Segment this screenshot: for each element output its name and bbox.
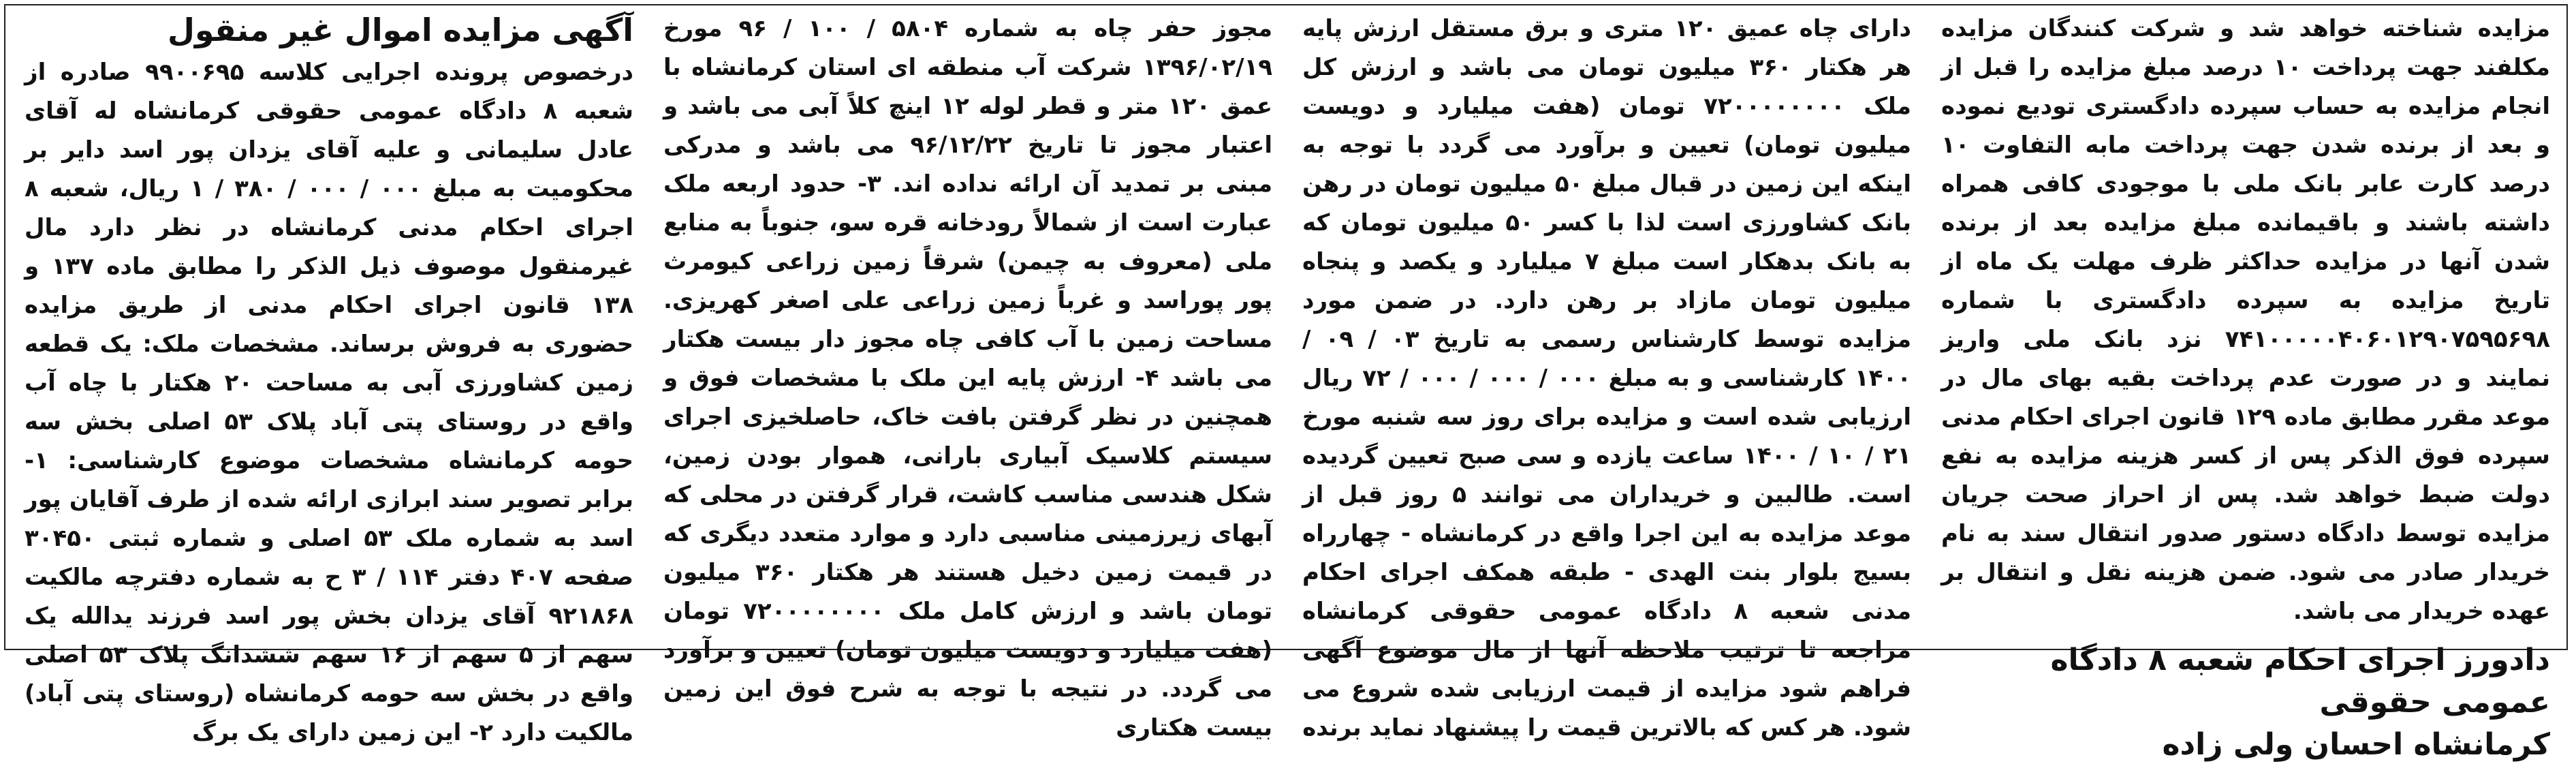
column-2-text: مجوز حفر چاه به شماره ۵۸۰۴ / ۱۰۰ / ۹۶ مورخ ۱۳۹۶/۰۲/۱۹ شرکت آب منطقه ای استان کرمانشاه با عمق ۱۲۰ متر و قطر لوله ۱۲ اینچ کلاً آبی می باشد و اعتبار مجوز تا تاریخ ۹۶/۱۲/۲۲ می باشد و مدرکی مبنی بر تمدید آن ارائه نداده اند. ۳- حدود اربعه ملک عبارت است از شمالاً رودخانه قره سو، جنوباً به منابع ملی (معروف به چیمن) شرقاً زمین زراعی کیومرث پور پوراسد و غرباً زمین زراعی علی اصغر کهریزی. مساحت زمین با آب کافی چاه مجوز دار بیست هکتار می باشد ۴- ارزش پایه این ملک با مشخصات فوق و همچنین در نظر گرفتن بافت خاک، حاصلخیزی اجرای سیستم کلاسیک آبیاری بارانی، هموار بودن زمین، شکل هندسی مناسب کاشت، قرار گرفتن در محلی که آبهای زیرزمینی مناسبی دارد و موارد متعدد دیگری که در قیمت زمین دخیل هستند هر هکتار ۳۶۰ میلیون تومان باشد و ارزش کامل ملک ۷۲۰۰۰۰۰۰۰۰ تومان (هفت میلیارد و دویست میلیون تومان) تعیین و برآورد می گردد. در نتیجه با توجه به شرح فوق این زمین بیست هکتاری	[663, 15, 1273, 741]
column-3-text: دارای چاه عمیق ۱۲۰ متری و برق مستقل ارزش پایه هر هکتار ۳۶۰ میلیون تومان می باشد و ارزش کل ملک ۷۲۰۰۰۰۰۰۰۰ تومان (هفت میلیارد و دویست میلیون تومان) تعیین و برآورد می گردد با توجه به اینکه این زمین در قبال مبلغ ۵۰ میلیون تومان در رهن بانک کشاورزی است لذا با کسر ۵۰ میلیون تومان که به بانک بدهکار است مبلغ ۷ میلیارد و یکصد و پنجاه میلیون تومان مازاد بر رهن دارد. در ضمن مورد مزایده توسط کارشناس رسمی به تاریخ ۰۳ / ۰۹ / ۱۴۰۰ کارشناسی و به مبلغ ۰۰۰ / ۰۰۰ / ۰۰۰ / ۷۲ ریال ارزیابی شده است و مزایده برای روز سه شنبه مورخ ۲۱ / ۱۰ / ۱۴۰۰ ساعت یازده و سی صبح تعیین گردیده است. طالبین و خریداران می توانند ۵ روز قبل از موعد مزایده به این اجرا واقع در کرمانشاه - چهارراه بسیج بلوار بنت الهدی - طبقه همکف اجرای احکام مدنی شعبه ۸ دادگاه عمومی حقوقی کرمانشاه مراجعه تا ترتیب ملاحظه آنها از مال موضوع آگهی فراهم شود مزایده از قیمت ارزیابی شده شروع می شود. هر کس که بالاترین قیمت را پیشنهاد نماید برنده	[1302, 15, 1912, 741]
column-4-text: مزایده شناخته خواهد شد و شرکت کنندگان مزایده مکلفند جهت پرداخت ۱۰ درصد مبلغ مزایده را قبل از انجام مزایده به حساب سپرده دادگستری تودیع نموده و بعد از برنده شدن جهت پرداخت مابه التفاوت ۱۰ درصد کارت عابر بانک ملی با موجودی کافی همراه داشته باشند و باقیمانده مبلغ مزایده بعد از برنده شدن آنها در مزایده حداکثر ظرف مهلت یک ماه از تاریخ مزایده به سپرده دادگستری با شماره ۷۴۱۰۰۰۰۰۴۰۶۰۱۲۹۰۷۵۹۵۶۹۸ نزد بانک ملی واریز نمایند و در صورت عدم پرداخت بقیه بهای مال در موعد مقرر مطابق ماده ۱۲۹ قانون اجرای احکام مدنی سپرده فوق الذکر پس از کسر هزینه مزایده به نفع دولت ضبط خواهد شد. پس از احراز صحت جریان مزایده توسط دادگاه دستور صدور انتقال سند به نام خریدار صادر می شود. ضمن هزینه نقل و انتقال بر عهده خریدار می باشد.	[1941, 15, 2551, 625]
column-1-text: درخصوص پرونده اجرایی کلاسه ۹۹۰۰۶۹۵ صادره از شعبه ۸ دادگاه عمومی حقوقی کرمانشاه له آقای عادل سلیمانی و علیه آقای یزدان پور اسد دایر بر محکومیت به مبلغ ۰۰۰ / ۰۰۰ / ۳۸۰ / ۱ ریال، شعبه ۸ اجرای احکام مدنی کرمانشاه در نظر دارد مال غیرمنقول موصوف ذیل الذکر را مطابق ماده ۱۳۷ و ۱۳۸ قانون اجرای احکام مدنی از طریق مزایده حضوری به فروش برساند. مشخصات ملک: یک قطعه زمین کشاورزی آبی به مساحت ۲۰ هکتار با چاه آب واقع در روستای پتی آباد پلاک ۵۳ اصلی بخش سه حومه کرمانشاه مشخصات موضوع کارشناسی: ۱- برابر تصویر سند ابرازی ارائه شده از طرف آقایان پور اسد به شماره ملک ۵۳ اصلی و شماره ثبتی ۳۰۴۵۰ صفحه ۴۰۷ دفتر ۱۱۴ / ۳ ح به شماره دفترچه مالکیت ۹۲۱۸۶۸ آقای یزدان بخش پور اسد فرزند یدالله یک سهم از ۵ سهم از ۱۶ سهم ششدانگ پلاک ۵۳ اصلی واقع در بخش سه حومه کرمانشاه (روستای پتی آباد) مالکیت دارد ۲- این زمین دارای یک برگ	[25, 59, 634, 746]
notice-title: آگهی مزایده اموال غیر منقول	[167, 12, 633, 48]
signature	[1941, 639, 2550, 766]
column-4	[1926, 10, 2565, 762]
notice-columns	[10, 10, 2565, 762]
column-2	[648, 10, 1287, 741]
signature-line-1: دادورز اجرای احکام شعبه ۸ دادگاه عمومی حقوقی	[2050, 643, 2550, 720]
column-3	[1287, 10, 1926, 741]
signature-line-2: کرمانشاه احسان ولی زاده	[2162, 727, 2550, 762]
column-1	[10, 10, 648, 746]
